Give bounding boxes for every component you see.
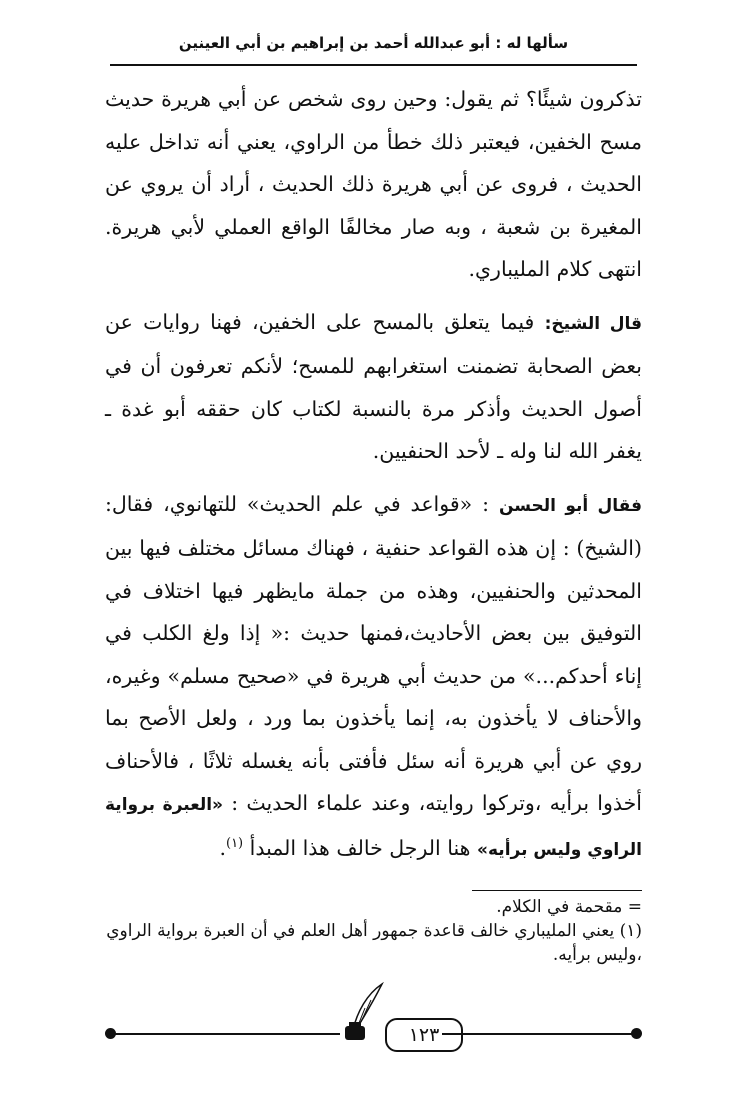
running-header: سألها له : أبو عبدالله أحمد بن إبراهيم بن أبي العينين <box>178 34 569 52</box>
footnotes <box>105 895 642 967</box>
page-number: ١٢٣ <box>385 1018 463 1052</box>
page-footer <box>105 1010 642 1060</box>
paragraph-3-end: . <box>219 835 226 860</box>
speaker-label-abulhasan: فقال أبو الحسن <box>498 495 643 516</box>
footnote-1: (١) يعني المليباري خالف قاعدة جمهور أهل العلم في أن العبرة برواية الراوي ،وليس برأيه. <box>106 921 642 965</box>
paragraph-1: تذكرون شيئًا؟ ثم يقول: وحين روى شخص عن أبي هريرة حديث مسح الخفين، فيعتبر ذلك خطأ من الراوي، يعني أنه تداخل عليه الحديث ، فروى عن أبي هريرة ذلك الحديث ، أراد أن يروي عن المغيرة بن شعبة ، وبه صار مخالفًا الواقع العملي لأبي هريرة. انتهى كلام المليباري. <box>105 87 642 281</box>
paragraph-2-text: فيما يتعلق بالمسح على الخفين، فهنا روايات عن بعض الصحابة تضمنت استغرابهم للمسح؛ لأنكم تعرفون أن في أصول الحديث وأذكر مرة بالنسبة لكتاب كان حققه أبو غدة ـ يغفر الله لنا وله ـ لأحد الحنفيين. <box>105 309 642 463</box>
header-rule <box>110 64 637 66</box>
footer-line-left <box>115 1033 340 1035</box>
inkwell-quill-icon <box>335 982 385 1046</box>
footer-line-right <box>442 1033 632 1035</box>
footer-dot-right <box>631 1028 642 1039</box>
principle-quote: «العبرة برواية الراوي وليس برأيه» <box>105 795 642 860</box>
footnote-continuation: = مقحمة في الكلام. <box>496 897 642 917</box>
paragraph-2 <box>105 301 642 473</box>
footnote-ref-1[interactable]: (١) <box>225 835 244 851</box>
paragraph-3-text-2: هنا الرجل خالف هذا المبدأ <box>243 835 478 860</box>
speaker-label-sheikh: قال الشيخ: <box>544 313 642 334</box>
footnote-rule <box>472 890 642 891</box>
main-text <box>105 78 642 871</box>
paragraph-3-text-1: : «قواعد في علم الحديث» للتهانوي، فقال: (الشيخ) : إن هذه القواعد حنفية ، فهناك مسائل مختلف فيها بين المحدثين والحنفيين، وهذه من جملة مايظهر فيها اختلاف في التوفيق بين بعض الأحاديث،فمنها حديث :« إذا ولغ الكلب في إناء أحدكم...» من حديث أبي هريرة في «صحيح مسلم» وغيره، والأحناف لا يأخذون به، إنما يأخذون بما ورد ، ولعل الأصح بما روي عن أبي هريرة أنه سئل فأفتى بأنه يغسله ثلاثًا ، فالأحناف أخذوا برأيه ،وتركوا روايته، وعند علماء الحديث : <box>105 491 642 815</box>
paragraph-3 <box>105 483 642 872</box>
